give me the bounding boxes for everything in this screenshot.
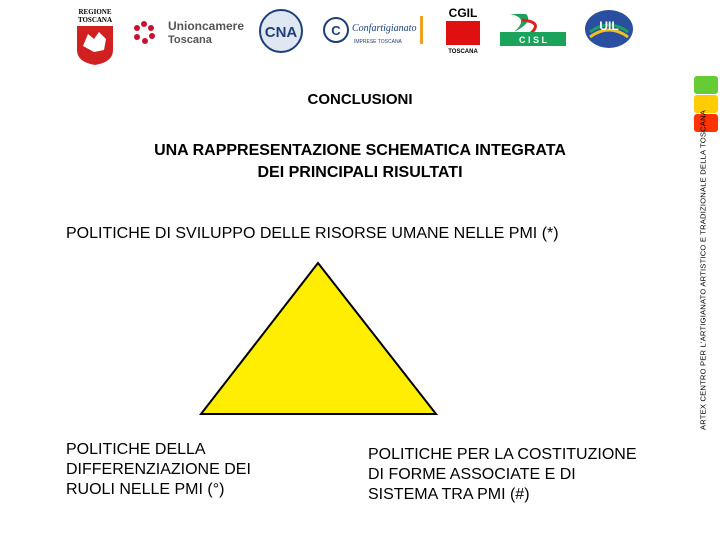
subtitle-line-2: DEI PRINCIPALI RISULTATI	[257, 164, 463, 181]
left-policy-line-1: POLITICHE DELLA	[66, 441, 206, 458]
right-policy-line-3: SISTEMA TRA PMI (#)	[368, 486, 530, 503]
regione-line2: TOSCANA	[77, 16, 113, 24]
regione-line1: REGIONE	[78, 8, 112, 16]
confartigianato-sub: IMPRESE TOSCANA	[354, 39, 402, 45]
svg-text:C: C	[331, 23, 341, 38]
cgil-text: CGIL	[448, 6, 478, 20]
left-policy-line-2: DIFFERENZIAZIONE DEI	[66, 461, 251, 478]
right-policy-line-1: POLITICHE PER LA COSTITUZIONE	[368, 446, 637, 463]
cna-text: CNA	[264, 24, 298, 41]
vertical-caption: ARTEX CENTRO PER L'ARTIGIANATO ARTISTICO E TRADIZIONALE DELLA TOSCANA	[698, 109, 708, 431]
unioncamere-line1: Unioncamere	[168, 19, 244, 33]
right-policy-label	[368, 445, 637, 505]
left-policy-line-3: RUOLI NELLE PMI (°)	[66, 481, 225, 498]
uil-text: UIL	[599, 19, 619, 33]
left-policy-label	[66, 440, 251, 500]
unioncamere-line2: Toscana	[168, 34, 212, 46]
policy-triangle	[201, 263, 436, 414]
slide-title: CONCLUSIONI	[307, 91, 413, 108]
cisl-text: C I S L	[518, 35, 548, 45]
cgil-sub: TOSCANA	[448, 49, 478, 54]
top-policy-label: POLITICHE DI SVILUPPO DELLE RISORSE UMANE NELLE PMI (*)	[66, 225, 559, 242]
right-policy-line-2: DI FORME ASSOCIATE E DI	[368, 466, 576, 483]
confartigianato-text: Confartigianato	[352, 23, 417, 34]
subtitle-line-1: UNA RAPPRESENTAZIONE SCHEMATICA INTEGRATA	[154, 142, 566, 159]
